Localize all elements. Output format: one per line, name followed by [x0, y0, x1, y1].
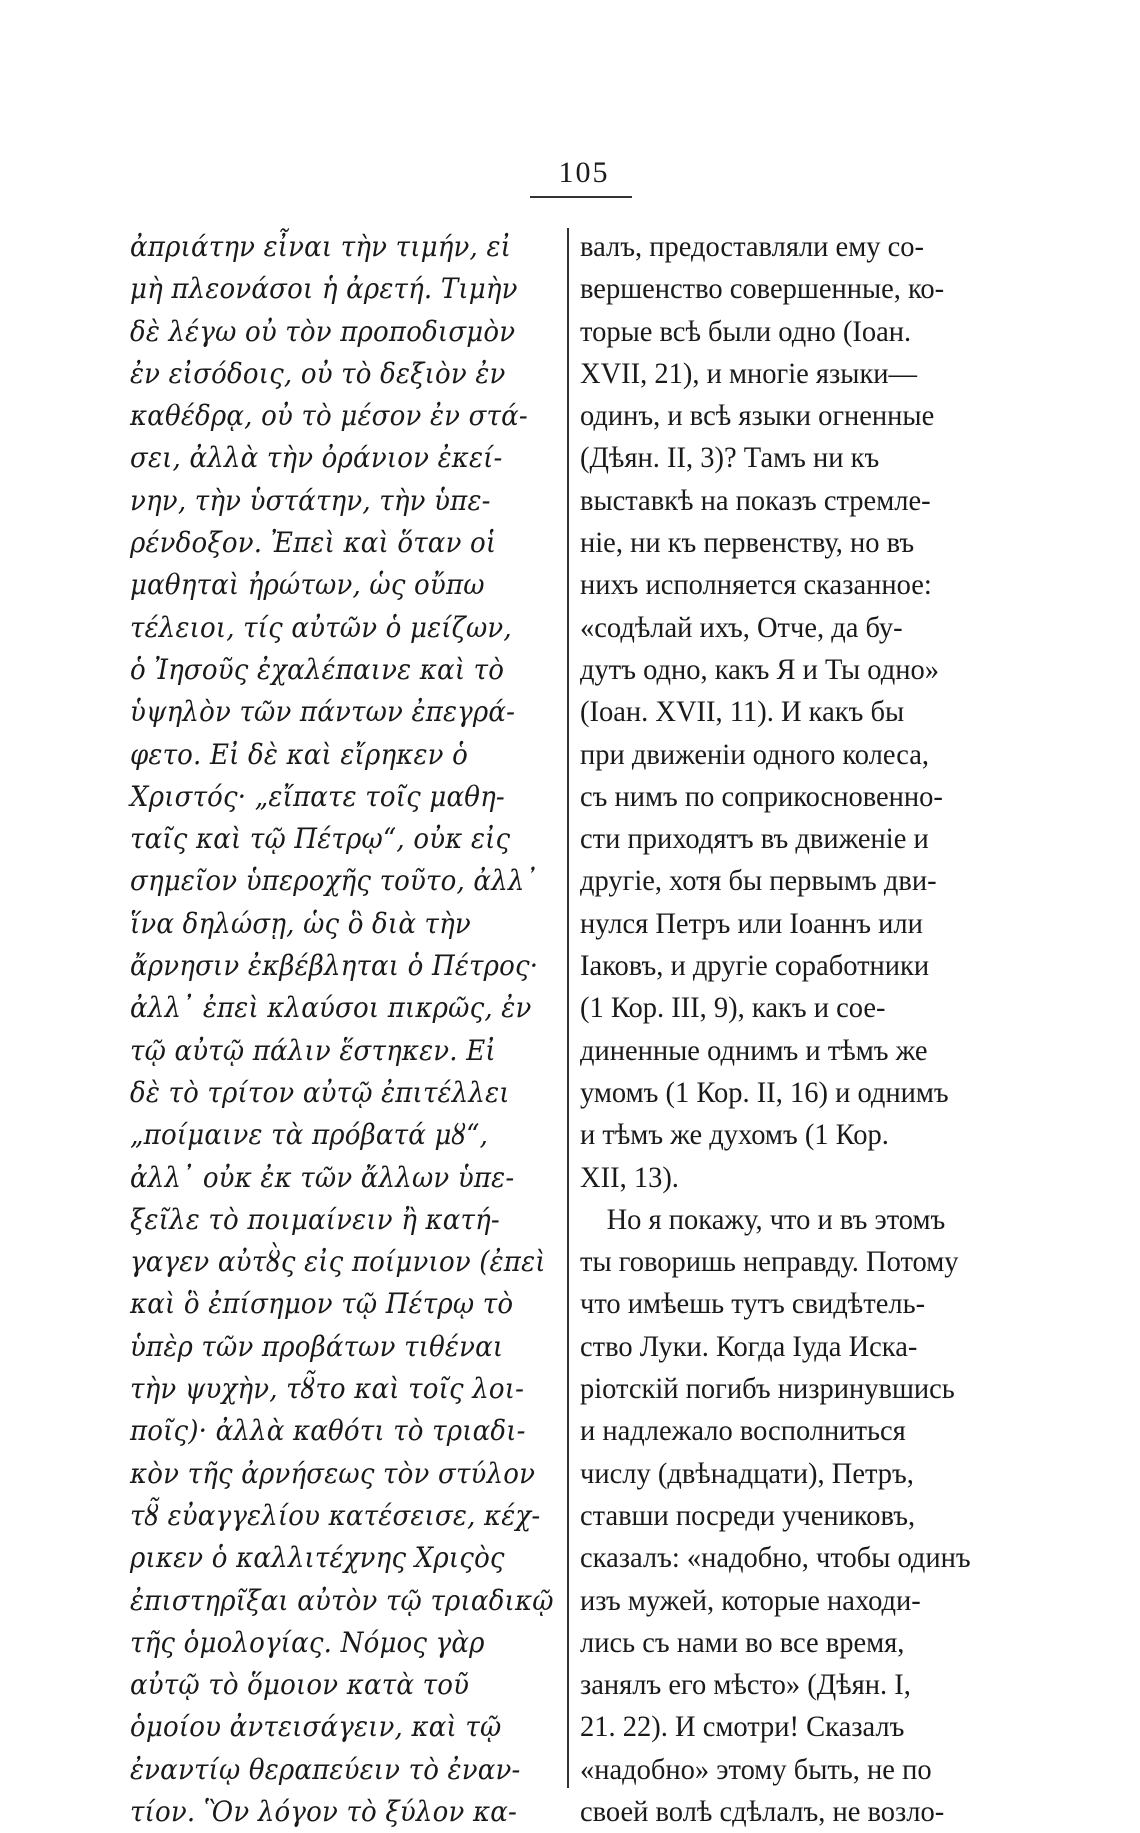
russian-line: умомъ (1 Кор. II, 16) и однимъ: [580, 1075, 949, 1109]
greek-line: γαγεν αὐτȣ̀ς εἰς ποίμνιον (ἐπεὶ: [130, 1245, 546, 1279]
greek-line: τȣ̃ εὐαγγελίου κατέσεισε, κέχ-: [130, 1498, 541, 1532]
greek-line: ὑπὲρ τῶν προβάτων τιθέναι: [130, 1329, 504, 1363]
greek-line: τίον. Ὃν λόγον τὸ ξύλον κα-: [130, 1794, 517, 1828]
greek-line: κὸν τῆς ἀρνήσεως τὸν στύλον: [130, 1456, 536, 1490]
greek-line: τῷ αὐτῷ πάλιν ἕστηκεν. Εἰ: [130, 1033, 496, 1067]
russian-line: ніе, ни къ первенству, но въ: [580, 526, 915, 560]
russian-line: «содѣлай ихъ, Отче, да бу-: [580, 610, 903, 644]
russian-line: занялъ его мѣсто» (Дѣян. I,: [580, 1668, 911, 1702]
greek-line: τῆς ὁμολογίας. Νόμος γὰρ: [130, 1625, 485, 1659]
greek-line: ἀλλ᾿ οὐκ ἐκ τῶν ἄλλων ὑπε-: [130, 1160, 515, 1194]
greek-line: „ποίμαινε τὰ πρόβατά μȣ“,: [130, 1118, 489, 1152]
russian-line: (Дѣян. II, 3)? Тамъ ни къ: [580, 441, 880, 475]
page-number: 105: [558, 156, 610, 189]
column-divider: [567, 228, 569, 1788]
russian-line: выставкѣ на показъ стремле-: [580, 483, 931, 517]
greek-line: ὁ Ἰησοῦς ἐχαλέπαινε καὶ τὸ: [130, 652, 505, 686]
greek-line: ἐναντίῳ θεραπεύειν τὸ ἐναν-: [130, 1752, 521, 1786]
greek-line: Χριστός· „εἴπατε τοῖς μαθη-: [130, 779, 505, 813]
russian-line: ты говоришь неправду. Потому: [580, 1245, 959, 1279]
russian-line: ство Луки. Когда Іуда Иска-: [580, 1329, 918, 1363]
russian-line: сказалъ: «надобно, чтобы одинъ: [580, 1541, 971, 1575]
russian-line: при движеніи одного колеса,: [580, 737, 930, 771]
greek-line: τὴν ψυχὴν, τȣ̃το καὶ τοῖς λοι-: [130, 1372, 525, 1406]
greek-line: σημεῖον ὑπεροχῆς τοῦτο, ἀλλ᾿: [130, 864, 538, 898]
russian-column: [580, 226, 1008, 1833]
greek-line: μὴ πλεονάσοι ἡ ἀρετή. Τιμὴν: [130, 272, 518, 306]
greek-column: [130, 226, 554, 1833]
russian-line: XVII, 21), и многіе языки—: [580, 356, 918, 390]
russian-line: вершенство совершенные, ко-: [580, 272, 945, 306]
russian-line: (1 Кор. III, 9), какъ и сое-: [580, 991, 886, 1025]
russian-line: числу (двѣнадцати), Петръ,: [580, 1456, 914, 1490]
greek-line: ρένδοξον. Ἐπεὶ καὶ ὅταν οἱ: [130, 526, 497, 560]
greek-line: καθέδρᾳ, οὐ τὸ μέσον ἐν στά-: [130, 399, 528, 433]
greek-line: ἀλλ᾿ ἐπεὶ κλαύσοι πικρῶς, ἐν: [130, 991, 532, 1025]
greek-line: αὐτῷ τὸ ὅμοιον κατὰ τοῦ: [130, 1668, 470, 1702]
russian-line: своей волѣ сдѣлалъ, не возло-: [580, 1794, 945, 1828]
russian-line: «надобно» этому быть, не по: [580, 1752, 932, 1786]
greek-line: δὲ τὸ τρίτον αὐτῷ ἐπιτέλλει: [130, 1075, 510, 1109]
greek-line: ρικεν ὁ καλλιτέχνης Χριςὸς: [130, 1541, 505, 1575]
greek-line: ξεῖλε τὸ ποιμαίνειν ἢ κατή-: [130, 1202, 500, 1236]
russian-line: (Іоан. XVII, 11). И какъ бы: [580, 695, 905, 729]
greek-line: ἐν εἰσόδοις, οὐ τὸ δεξιὸν ἐν: [130, 356, 506, 390]
greek-line: καὶ ὃ ἐπίσημον τῷ Πέτρῳ τὸ: [130, 1287, 514, 1321]
greek-line: ἐπιστηρῖξαι αὐτὸν τῷ τριαδικῷ: [130, 1583, 554, 1617]
greek-line: ἵνα δηλώσῃ, ὡς ὃ διὰ τὴν: [130, 906, 471, 940]
russian-line: 21. 22). И смотри! Сказалъ: [580, 1710, 905, 1744]
russian-line: и надлежало восполниться: [580, 1414, 906, 1448]
russian-line: Но я покажу, что и въ этомъ: [606, 1202, 946, 1236]
greek-line: φετο. Εἰ δὲ καὶ εἴρηκεν ὁ: [130, 737, 468, 771]
greek-line: ποῖς)· ἀλλὰ καθότι τὸ τριαδι-: [130, 1414, 526, 1448]
russian-line: XII, 13).: [580, 1160, 679, 1194]
russian-line: и тѣмъ же духомъ (1 Кор.: [580, 1118, 889, 1152]
russian-line: изъ мужей, которые находи-: [580, 1583, 921, 1617]
greek-line: δὲ λέγω οὐ τὸν προποδισμὸν: [130, 314, 516, 348]
russian-line: лись съ нами во все время,: [580, 1625, 905, 1659]
russian-line: ставши посреди учениковъ,: [580, 1498, 916, 1532]
greek-line: σει, ἀλλὰ τὴν ὀράνιον ἐκεί-: [130, 441, 503, 475]
russian-line: торые всѣ были одно (Іоан.: [580, 314, 912, 348]
header-rule: [530, 196, 632, 198]
russian-line: нулся Петръ или Іоаннъ или: [580, 906, 923, 940]
greek-line: νην, τὴν ὑστάτην, τὴν ὑπε-: [130, 483, 491, 517]
russian-line: что имѣешь тутъ свидѣтель-: [580, 1287, 926, 1321]
greek-line: ὑψηλὸν τῶν πάντων ἐπεγρά-: [130, 695, 516, 729]
russian-line: диненные однимъ и тѣмъ же: [580, 1033, 928, 1067]
russian-line: сти приходятъ въ движеніе и: [580, 822, 929, 856]
russian-line: другіе, хотя бы первымъ дви-: [580, 864, 937, 898]
russian-line: одинъ, и всѣ языки огненные: [580, 399, 935, 433]
greek-line: ἄρνησιν ἐκβέβληται ὁ Πέτρος·: [130, 949, 539, 983]
russian-line: Іаковъ, и другіе соработники: [580, 949, 930, 983]
greek-line: ὁμοίου ἀντεισάγειν, καὶ τῷ: [130, 1710, 502, 1744]
greek-line: ἀπριάτην εἶναι τὴν τιμήν, εἰ: [130, 230, 512, 263]
greek-line: τέλειοι, τίς αὐτῶν ὁ μείζων,: [130, 610, 512, 644]
russian-line: валъ, предоставляли ему со-: [580, 230, 925, 263]
russian-line: съ нимъ по соприкосновенно-: [580, 779, 943, 813]
greek-line: μαθηταὶ ἠρώτων, ὡς οὔπω: [130, 568, 485, 602]
greek-line: ταῖς καὶ τῷ Πέτρῳ“, οὐκ εἰς: [130, 822, 511, 856]
russian-line: нихъ исполняется сказанное:: [580, 568, 932, 602]
russian-line: дутъ одно, какъ Я и Ты одно»: [580, 652, 939, 686]
russian-line: ріотскій погибъ низринувшись: [580, 1372, 955, 1406]
